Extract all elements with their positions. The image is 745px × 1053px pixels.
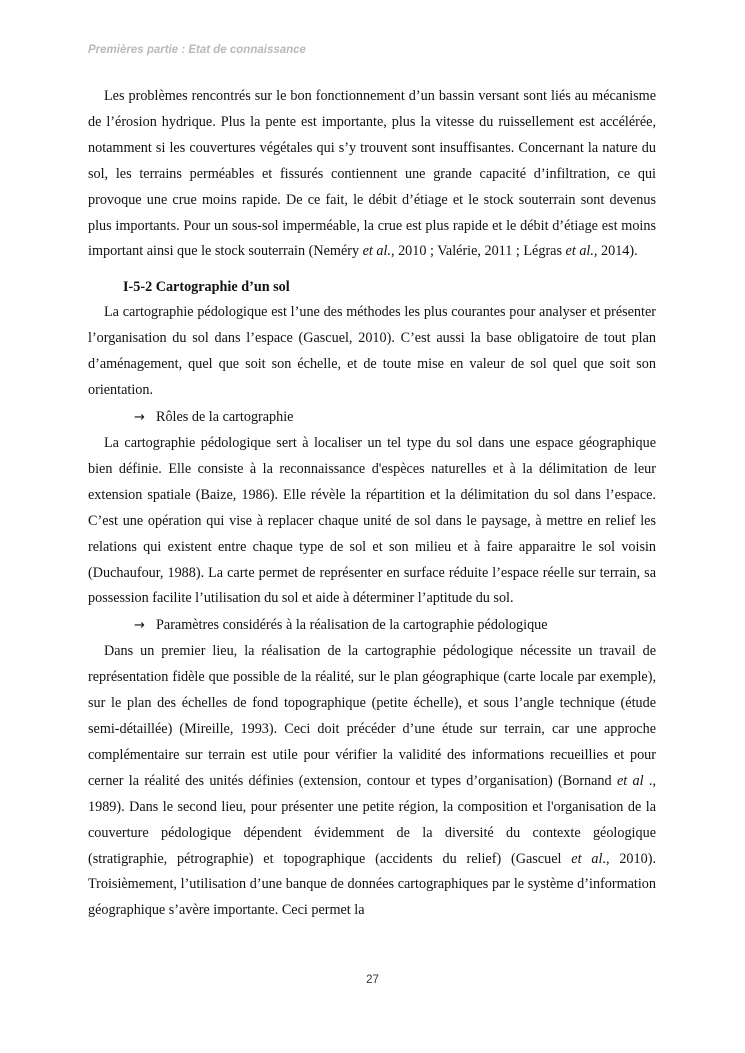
paragraph-cartographie-intro: La cartographie pédologique est l’une des méthodes les plus courantes pour analyser et présenter l’organisation du sol dans l’espace (Gascuel, 2010). C’est aussi la base obligatoire de tout plan d’aménagement, quel que soit son échelle, et de toute mise en valeur de sol quel que soit son orientation. xyxy=(88,304,656,399)
paragraph-roles: La cartographie pédologique sert à localiser un tel type du sol dans une espace géographique bien définie. Elle consiste à la reconnaissance d'espèces naturelles et à la délimitation de leur extension spatiale (Baize, 1986). Elle révèle la répartition et la délimitation du sol dans l’espace. C’est une opération qui vise à replacer chaque unité de sol dans le paysage, à mettre en relief les relations qui existent entre chaque type de sol et son milieu et à faire apparaitre le sol voisin (Duchaufour, 1988). La carte permet de représenter en surface réduite l’espace réelle sur terrain, sa possession facilite l’utilisation du sol et aide à déterminer l’aptitude du sol. xyxy=(88,434,656,607)
arrow-right-icon: → xyxy=(134,618,145,634)
page-body xyxy=(88,84,656,924)
running-header: Premières partie : Etat de connaissance xyxy=(88,44,306,56)
subheading-roles-label: Rôles de la cartographie xyxy=(156,408,294,425)
arrow-right-icon: → xyxy=(134,409,145,425)
subheading-roles xyxy=(88,404,656,431)
paragraph-erosion: Les problèmes rencontrés sur le bon fonctionnement d’un bassin versant sont liés au mécanisme de l’érosion hydrique. Plus la pente est importante, plus la vitesse du ruissellement est accélérée, notamment si les couvertures végétales qui s’y trouvent sont insuffisantes. Concernant la nature du sol, les terrains perméables et fissurés contiennent une grande capacité d’infiltration, ce qui provoque une crue moins rapide. De ce fait, le débit d’étiage et le stock souterrain sont devenus plus importants. Pour un sous-sol imperméable, la crue est plus rapide et le débit d’étiage est moins important ainsi que le stock souterrain (Neméry et al., 2010 ; Valérie, 2011 ; Légras et al., 2014). xyxy=(88,88,656,260)
section-heading: I-5-2 Cartographie d’un sol xyxy=(123,279,290,296)
page-number: 27 xyxy=(366,974,379,986)
paragraph-parametres: Dans un premier lieu, la réalisation de la cartographie pédologique nécessite un travail de représentation fidèle que possible de la réalité, sur le plan géographique (carte locale par exemple), sur le plan des échelles de fond topographique (petite échelle), et sous l’angle technique (étude semi-détaillée) (Mireille, 1993). Ceci doit précéder d’une étude sur terrain, car une approche complémentaire sur terrain est utile pour vérifier la validité des informations recueillies et pour cerner la réalité des unités définies (extension, contour et types d’organisation) (Bornand et al ., 1989). Dans le second lieu, pour présenter une petite région, la composition et l'organisation de la couverture pédologique dépendent évidemment de la diversité du contexte géologique (stratigraphie, pétrographie) et topographique (accidents du relief) (Gascuel et al., 2010). Troisièmement, l’utilisation d’une banque de données cartographiques par le système d’information géographique s’avère importante. Ceci permet la xyxy=(88,643,656,919)
subheading-parametres xyxy=(88,612,656,639)
subheading-parametres-label: Paramètres considérés à la réalisation de la cartographie pédologique xyxy=(156,617,548,634)
